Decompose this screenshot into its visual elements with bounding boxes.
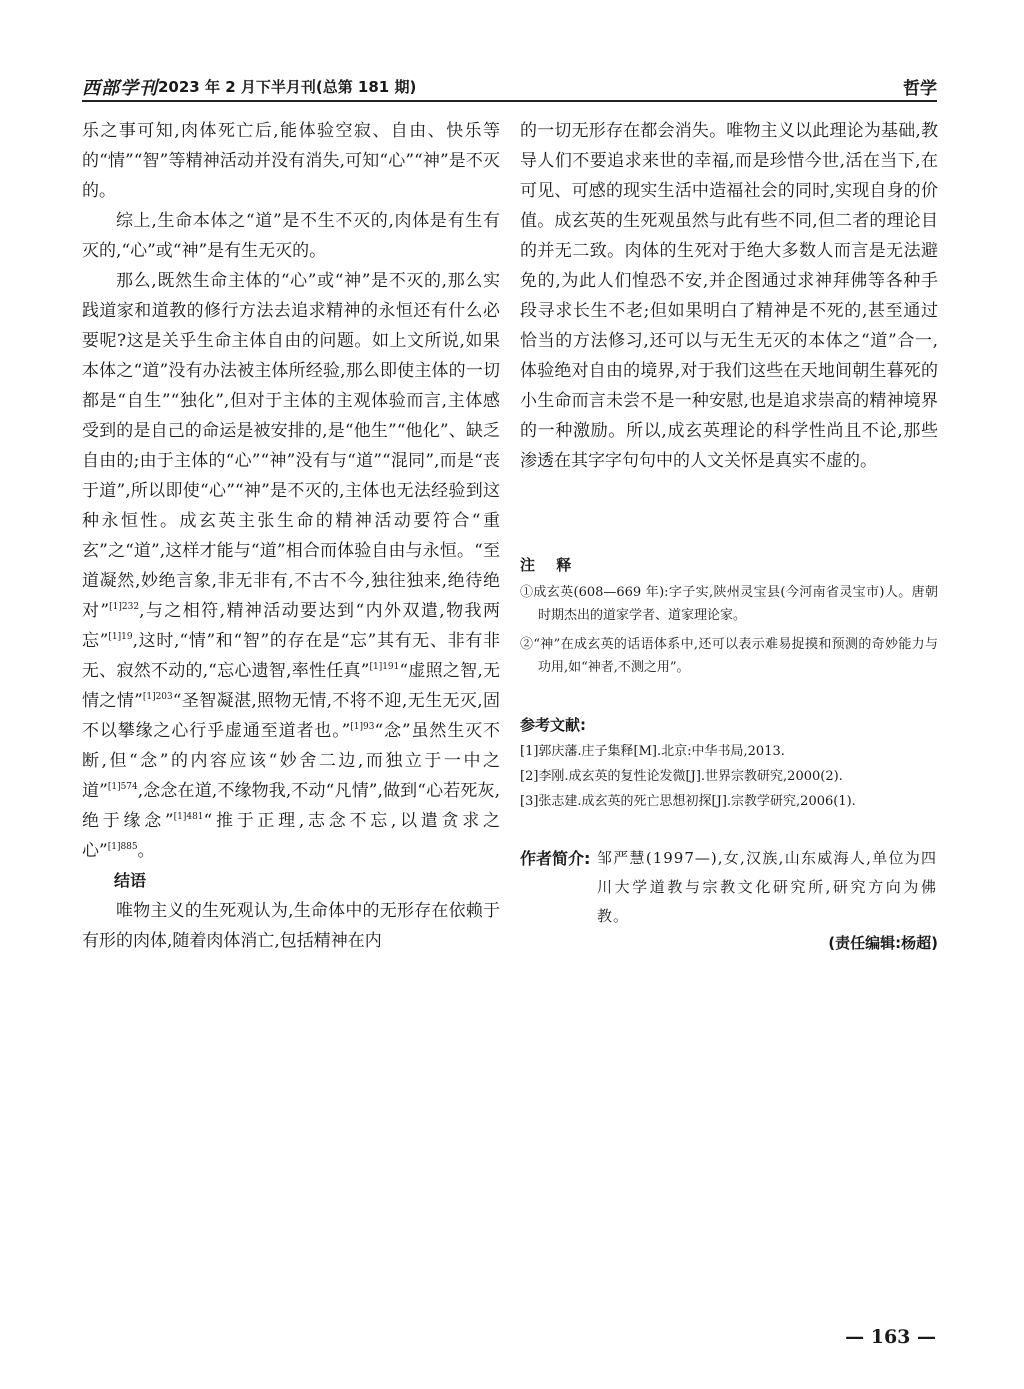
references-title: 参考文献: (520, 716, 586, 734)
notes-title: 注 释 (520, 556, 580, 574)
editor-credit: (责任编辑:杨超) (828, 934, 938, 952)
conclusion-heading: 结语 (114, 871, 147, 890)
citation: [1]232 (109, 602, 140, 612)
right-column (520, 116, 938, 476)
citation: [1]19 (108, 632, 133, 642)
text-run: 。 (137, 841, 155, 861)
citation: [1]93 (350, 722, 375, 732)
journal-logo: 西部学刊 (82, 78, 158, 99)
reference-item: [2]李刚.成玄英的复性论发微[J].世界宗教研究,2000(2). (520, 769, 843, 784)
note-text: ②“神”在成玄英的话语体系中,还可以表示难易捉摸和预测的奇妙能力与功用,如“神者,不测之用”。 (520, 637, 938, 675)
paragraph: 的一切无形存在都会消失。唯物主义以此理论为基础,教导人们不要追求来世的幸福,而是珍惜今世,活在当下,在可见、可感的现实生活中造福社会的同时,实现自身的价值。成玄英的生死观虽然与此有些不同,但二者的理论目的并无二致。肉体的生死对于绝大多数人而言是无法避免的,为此人们惶恐不安,并企图通过求神拜佛等各种手段寻求长生不老;但如果明白了精神是不死的,甚至通过恰当的方法修习,还可以与无生无灭的本体之“道”合一,体验绝对自由的境界,对于我们这些在天地间朝生暮死的小生命而言未尝不是一种安慰,也是追求崇高的精神境界的一种激励。所以,成玄英理论的科学性尚且不论,那些渗透在其字字句句中的人文关怀是真实不虚的。 (520, 121, 938, 471)
paragraph: 乐之事可知,肉体死亡后,能体验空寂、自由、快乐等的“情”“智”等精神活动并没有消失,可知“心”“神”是不灭的。 (82, 121, 500, 201)
text-run: “圣智凝湛,照物无情,不将不迎,无生无灭,固不以攀缘之心行乎虚通至道者也。” (82, 691, 500, 741)
page-header (82, 74, 937, 102)
text-run: 那么,既然生命主体的“心”或“神”是不灭的,那么实践道家和道教的修行方法去追求精神的永恒还有什么必要呢?这是关乎生命主体自由的问题。如上文所说,如果本体之“道”没有办法被主体所经验,那么即使主体的一切都是“自生”“独化”,但对于主体的主观体验而言,主体感受到的是自己的命运是被安排的,是“他生”“他化”、缺乏自由的;由于主体的“心”“神”没有与“道”“混同”,而是“丧于道”,所以即使“心”“神”是不灭的,主体也无法经验到这种永恒性。成玄英主张生命的精神活动要符合“重玄”之“道”,这样才能与“道”相合而体验自由与永恒。“至道凝然,妙绝言象,非无非有,不古不今,独往独来,绝待绝对” (82, 271, 500, 621)
paragraph: 综上,生命本体之“道”是不生不灭的,肉体是有生有灭的,“心”或“神”是有生无灭的。 (82, 211, 500, 261)
journal-issue: 2023 年 2 月下半月刊(总第 181 期) (158, 78, 417, 96)
note-item (520, 581, 938, 627)
text-run: ,念念在道,不缘物我,不动“凡情”,做到“心若死灰,绝于缘念” (82, 781, 500, 831)
left-column (82, 116, 500, 956)
paragraph: 唯物主义的生死观认为,生命体中的无形存在依赖于有形的肉体,随着肉体消亡,包括精神在内 (82, 901, 500, 951)
citation: [1]191 (369, 662, 400, 672)
text-run: “虚照之智,无情之情” (82, 661, 500, 711)
author-bio: 邹严慧(1997—),女,汉族,山东威海人,单位为四川大学道教与宗教文化研究所,研究方向为佛教。 (597, 849, 937, 925)
reference-item: [1]郭庆藩.庄子集释[M].北京:中华书局,2013. (520, 744, 785, 759)
citation: [1]203 (142, 692, 173, 702)
citation: [1]574 (107, 782, 138, 792)
citation: [1]885 (107, 842, 138, 852)
text-run: ,这时,“情”和“智”的存在是“忘”其有无、非有非无、寂然不动的,“忘心遗智,率性任真” (82, 631, 500, 681)
citation: [1]481 (173, 812, 204, 822)
paragraph (82, 266, 500, 866)
text-run: “念”虽然生灭不断,但“念”的内容应该“妙舍二边,而独立于一中之道” (82, 721, 500, 801)
section-name: 哲学 (903, 79, 937, 99)
reference-item: [3]张志建.成玄英的死亡思想初探[J].宗教学研究,2006(1). (520, 794, 856, 809)
text-run: ,与之相符,精神活动要达到“内外双遣,物我两忘” (82, 601, 500, 651)
note-item (520, 633, 938, 679)
page-number: — 163 — (845, 1326, 936, 1348)
author-label: 作者简介: (520, 849, 591, 868)
note-text: ①成玄英(608—669 年):字子实,陕州灵宝县(今河南省灵宝市)人。唐朝时期杰出的道家学者、道家理论家。 (520, 585, 938, 623)
text-run: “推于正理,志念不忘,以遣贪求之心” (82, 811, 500, 861)
